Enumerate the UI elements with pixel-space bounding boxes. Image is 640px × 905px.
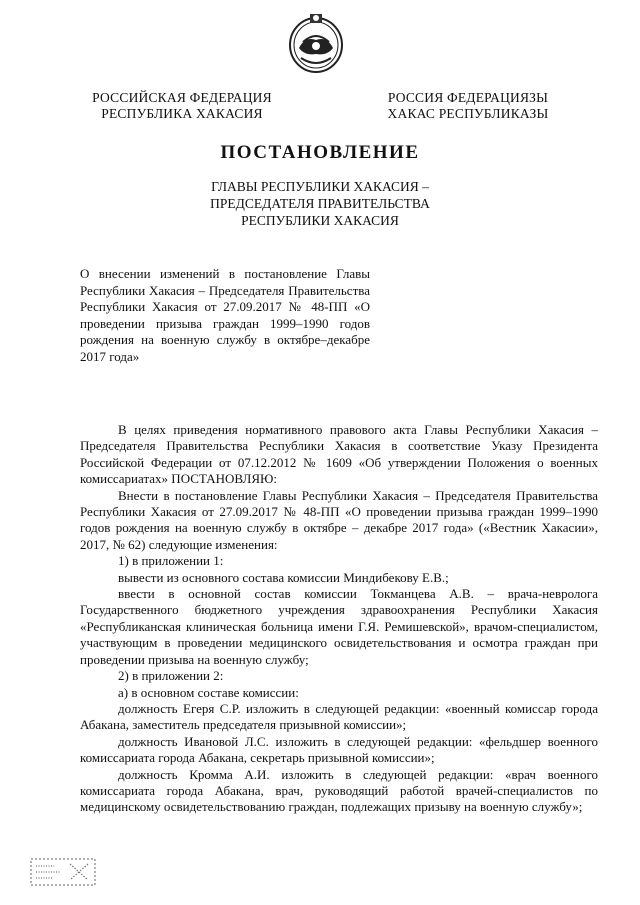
header-right [368, 90, 568, 122]
document-title: ПОСТАНОВЛЕНИЕ [220, 142, 420, 163]
header-left-line-1: РОССИЙСКАЯ ФЕДЕРАЦИЯ [92, 90, 272, 105]
paragraph: В целях приведения нормативного правового акта Главы Республики Хакасия – Председателя Правительства Республики Хакасия в соответствие Указу Президента Российской Федерации от 07.12.2012 № 1609 «Об утверждении Положения о военных комиссариатах» ПОСТАНОВЛЯЮ: [80, 422, 598, 487]
coat-of-arms-emblem-icon [287, 12, 345, 74]
paragraph: должность Егеря С.Р. изложить в следующей редакции: «военный комиссар города Абакана, заместитель председателя призывной комиссии»; [80, 700, 598, 733]
paragraph: Внести в постановление Главы Республики Хакасия – Председателя Правительства Республики Хакасия от 27.09.2017 № 48-ПП «О проведении призыва граждан 1999–1990 годов рождения на военную службу в октябре – декабре 2017 года» («Вестник Хакасии», 2017, № 62) следующие изменения: [80, 487, 598, 552]
paragraph: вывести из основного состава комиссии Миндибекову Е.В.; [118, 569, 449, 585]
subtitle-line-1: ГЛАВЫ РЕСПУБЛИКИ ХАКАСИЯ – [211, 179, 429, 194]
header-right-line-1: РОССИЯ ФЕДЕРАЦИЯЗЫ [387, 90, 549, 105]
header-left [82, 90, 282, 122]
paragraph: 2) в приложении 2: [118, 668, 224, 684]
subtitle-line-3: РЕСПУБЛИКИ ХАКАСИЯ [241, 213, 399, 228]
subtitle-line-2: ПРЕДСЕДАТЕЛЯ ПРАВИТЕЛЬСТВА [210, 196, 430, 211]
paragraph: должность Кромма А.И. изложить в следующей редакции: «врач военного комиссариата города Абакана, врач, руководящий работой врачей-специалистов по медицинскому освидетельствованию граждан, подлежащих призыву на военную службу»; [80, 766, 598, 815]
paragraph: должность Ивановой Л.С. изложить в следующей редакции: «фельдшер военного комиссариата города Абакана, секретарь призывной комиссии»; [80, 733, 598, 766]
paragraph: а) в основном составе комиссии: [118, 684, 299, 700]
paragraph: ввести в основной состав комиссии Токманцева А.В. – врача-невролога Государственного бюджетного учреждения здравоохранения Республики Хакасия «Республиканская клиническая больница имени Г.Я. Ремишевской», врачом-специалистом, участвующим в проведении медицинского освидетельствования и осмотра граждан при проведении призыва на военную службу; [80, 586, 598, 667]
header-left-line-2: РЕСПУБЛИКА ХАКАСИЯ [101, 106, 263, 121]
header-right-line-2: ХАКАС РЕСПУБЛИКАЗЫ [387, 106, 549, 121]
document-body [80, 422, 598, 816]
paragraph: 1) в приложении 1: [118, 553, 224, 569]
scan-stamp-mark-icon [30, 858, 96, 886]
document-subject: О внесении изменений в постановление Главы Республики Хакасия – Председателя Правительства Республики Хакасия от 27.09.2017 № 48-ПП «О проведении призыва граждан 1999–1990 годов рождения на военную службу в октябре–декабре 2017 года» [80, 266, 370, 364]
document-subtitle [150, 178, 490, 229]
